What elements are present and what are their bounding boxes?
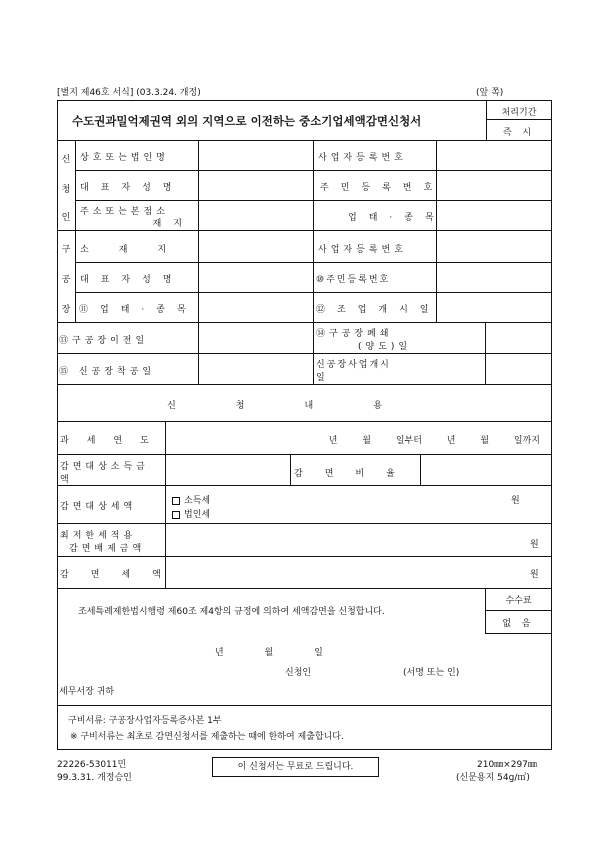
applicant-rep-field[interactable] (199, 171, 312, 199)
factory-biz-type-field[interactable] (199, 293, 312, 321)
factory-section-char-3: 장 (61, 305, 71, 315)
tax-won-unit: 원 (511, 496, 520, 506)
factory-relocate-label: ⑬구공장이전일 (59, 336, 149, 346)
applicant-addr-label: 주소또는본점소 (80, 207, 169, 217)
new-factory-biz-label: 신공장사업개시 (316, 360, 391, 370)
addressee: 세무서장 귀하 (59, 687, 115, 697)
factory-resno-label: ⑩주민등록번호 (316, 275, 391, 285)
applicant-section-char-3: 인 (61, 213, 71, 223)
applicant-bizno-label: 사업자등록번호 (318, 153, 407, 163)
applicant-addr-field[interactable] (199, 201, 312, 229)
signature-note: (서명 또는 인) (403, 668, 460, 678)
tax-year-value[interactable]: 년 월 일부터 년 월 일까지 (328, 436, 540, 446)
checkbox-corp-tax[interactable] (172, 511, 180, 519)
new-factory-start-field[interactable] (199, 354, 312, 383)
applicant-signer-label: 신청인 (285, 668, 312, 678)
form-code: 22226-53011민 (57, 760, 127, 770)
factory-section-char-1: 구 (61, 245, 71, 255)
factory-bizno-label: 사업자등록번호 (318, 245, 407, 255)
min-tax-label: 최저한세적용 (60, 531, 137, 541)
applicant-section-char-2: 청 (61, 185, 71, 195)
factory-start-label: ⑫조업개시일 (316, 305, 441, 315)
free-notice: 이 신청서는 무료로 드립니다. (212, 757, 379, 777)
min-tax-label-2: 감면배제금액 (69, 544, 146, 554)
applicant-biz-type-label: 업태·종목 (348, 213, 446, 223)
applicant-biz-type-field[interactable] (437, 201, 551, 229)
factory-bizno-field[interactable] (437, 231, 551, 261)
paper-size: 210㎜×297㎜ (477, 760, 537, 770)
reduce-tax-label: 감면세액 (60, 570, 183, 580)
applicant-bizno-field[interactable] (437, 141, 551, 169)
factory-rep-label: 대표자성명 (80, 275, 184, 285)
applicant-rep-label: 대표자성명 (80, 183, 184, 193)
applicant-name-label: 상호또는법인명 (80, 153, 169, 163)
factory-close-field[interactable] (437, 323, 484, 352)
option-income-tax[interactable]: 소득세 (172, 493, 210, 506)
attachments-line-2: ※ 구비서류는 최초로 감면신청서를 제출하는 때에 한하여 제출합니다. (70, 732, 344, 742)
factory-relocate-field[interactable] (199, 323, 312, 352)
income-field[interactable] (166, 455, 289, 484)
new-factory-biz-field[interactable] (437, 354, 484, 383)
page-side-label: (앞 쪽) (476, 88, 504, 98)
statement-text: 조세특례제한법시행령 제60조 제4항의 규정에 의하여 세액감면을 신청합니다. (78, 607, 385, 617)
reduce-tax-field[interactable] (166, 557, 526, 587)
ratio-label: 감면비율 (294, 469, 417, 479)
income-label: 감면대상소득금 (60, 462, 149, 472)
min-tax-won-unit: 원 (530, 540, 539, 550)
applicant-section-char-1: 신 (61, 155, 71, 165)
form-number: [별지 제46호 서식] (03.3.24. 개정) (57, 88, 201, 98)
factory-resno-field[interactable] (437, 263, 551, 291)
factory-rep-field[interactable] (199, 263, 312, 291)
date-line[interactable]: 년 월 일 (215, 648, 323, 658)
applicant-addr-label-2: 재지 (152, 219, 194, 229)
min-tax-field[interactable] (166, 524, 526, 555)
approval-date: 99.3.31. 개정승인 (57, 773, 132, 783)
checkbox-income-tax[interactable] (172, 497, 180, 505)
form-title: 수도권과밀억제권역 외의 지역으로 이전하는 중소기업세액감면신청서 (72, 114, 422, 128)
factory-location-field[interactable] (199, 231, 312, 261)
applicant-name-field[interactable] (199, 141, 312, 169)
factory-section-char-2: 공 (61, 275, 71, 285)
new-factory-biz-label-2: 일 (316, 373, 325, 383)
processing-period-label: 처리기간 (501, 108, 537, 118)
fee-label: 수수료 (505, 596, 532, 606)
factory-start-field[interactable] (437, 293, 551, 321)
option-corp-tax[interactable]: 법인세 (172, 507, 210, 520)
applicant-resno-field[interactable] (437, 171, 551, 199)
factory-close-label-2: (양도)일 (358, 342, 412, 352)
factory-location-label: 소재지 (80, 245, 197, 255)
attachments-line-1: 구비서류: 구공장사업자등록증사본 1부 (68, 716, 222, 726)
income-label-2: 액 (60, 475, 69, 485)
processing-period-value: 즉 시 (502, 128, 536, 138)
reduce-tax-won-unit: 원 (530, 570, 539, 580)
new-factory-start-label: ⑮ 신공장착공일 (59, 367, 156, 377)
factory-close-label: ⑭구공장폐쇄 (316, 329, 393, 339)
tax-year-label: 과세연도 (60, 436, 167, 446)
paper-type: (신문용지 54g/㎡) (456, 773, 530, 783)
tax-label: 감면대상세액 (60, 502, 137, 512)
fee-value: 없 음 (502, 619, 535, 629)
factory-biz-type-label: ⑪업태·종목 (79, 305, 198, 315)
request-section-title: 신청내용 (167, 401, 442, 411)
ratio-field[interactable] (421, 455, 551, 484)
applicant-resno-label: 주민등록번호 (320, 183, 445, 193)
